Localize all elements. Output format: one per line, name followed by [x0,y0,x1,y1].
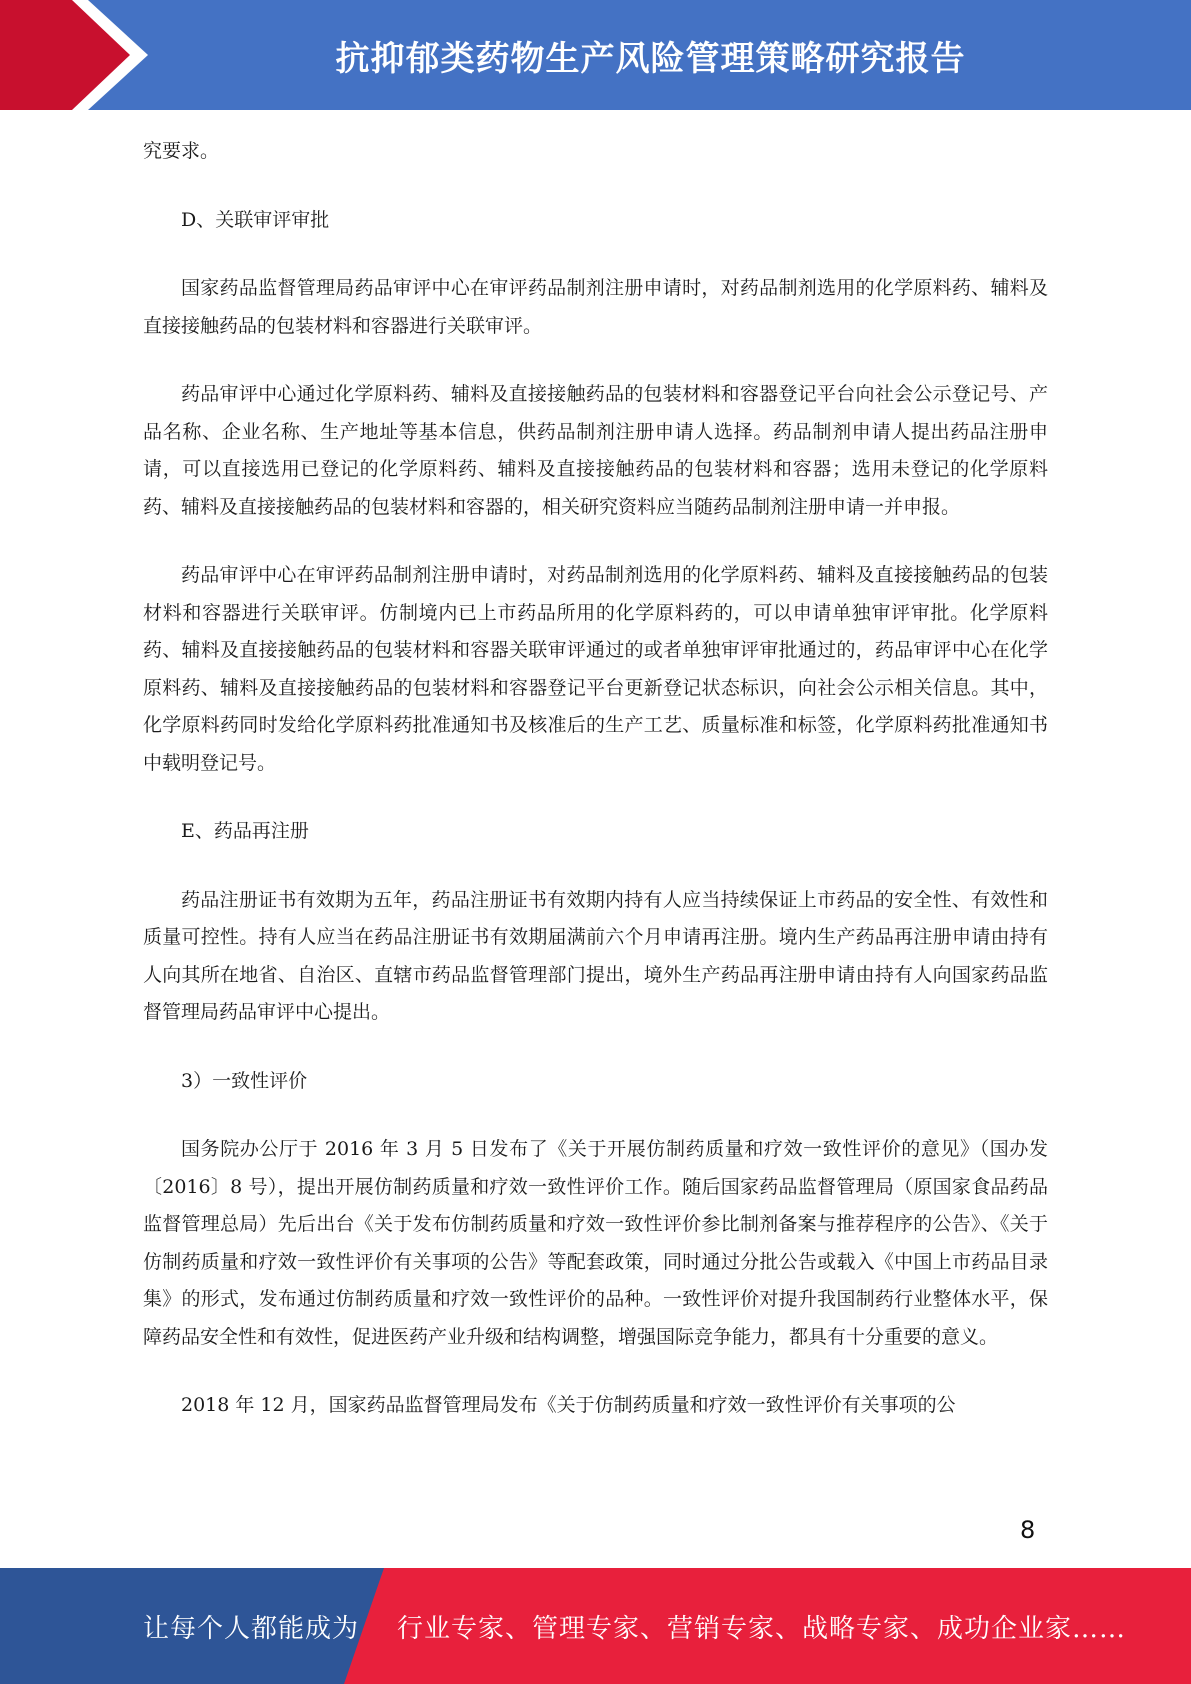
section-heading-e: E、药品再注册 [181,820,309,842]
footer-slogan-right: 行业专家、管理专家、营销专家、战略专家、成功企业家…… [397,1613,1127,1644]
page-header [0,0,1191,110]
paragraph: 药品注册证书有效期为五年，药品注册证书有效期内持有人应当持续保证上市药品的安全性、有效性和质量可控性。持有人应当在药品注册证书有效期届满前六个月申请再注册。境内生产药品再注册申请由持有人向其所在地省、自治区、直辖市药品监督管理部门提出，境外生产药品再注册申请由持有人向国家药品监督管理局药品审评中心提出。 [143,888,1048,1023]
paragraph: 国务院办公厅于 2016 年 3 月 5 日发布了《关于开展仿制药质量和疗效一致性评价的意见》（国办发〔2016〕8 号），提出开展仿制药质量和疗效一致性评价工作。随后国家药品监督管理局（原国家食品药品监督管理总局）先后出台《关于发布仿制药质量和疗效一致性评价参比制剂备案与推荐程序的公告》、《关于仿制药质量和疗效一致性评价有关事项的公告》等配套政策，同时通过分批公告或载入《中国上市药品目录集》的形式，发布通过仿制药质量和疗效一致性评价的品种。一致性评价对提升我国制药行业整体水平，保障药品安全性和有效性，促进医药产业升级和结构调整，增强国际竞争能力，都具有十分重要的意义。 [143,1138,1048,1348]
chevron-arrow-icon [0,0,160,110]
report-title: 抗抑郁类药物生产风险管理策略研究报告 [335,38,966,79]
paragraph: 药品审评中心通过化学原料药、辅料及直接接触药品的包装材料和容器登记平台向社会公示登记号、产品名称、企业名称、生产地址等基本信息，供药品制剂注册申请人选择。药品制剂申请人提出药品注册申请，可以直接选用已登记的化学原料药、辅料及直接接触药品的包装材料和容器；选用未登记的化学原料药、辅料及直接接触药品的包装材料和容器的，相关研究资料应当随药品制剂注册申请一并申报。 [143,383,1048,518]
section-heading-d: D、关联审评审批 [181,208,330,231]
paragraph: 国家药品监督管理局药品审评中心在审评药品制剂注册申请时，对药品制剂选用的化学原料药、辅料及直接接触药品的包装材料和容器进行关联审评。 [143,277,1048,337]
footer-slogan-left: 让每个人都能成为 [143,1613,360,1644]
paragraph: 2018 年 12 月，国家药品监督管理局发布《关于仿制药质量和疗效一致性评价有关事项的公 [181,1394,956,1416]
section-heading-3: 3）一致性评价 [181,1069,308,1092]
page-footer [0,1568,1191,1684]
paragraph: 药品审评中心在审评药品制剂注册申请时，对药品制剂选用的化学原料药、辅料及直接接触药品的包装材料和容器进行关联审评。仿制境内已上市药品所用的化学原料药的，可以申请单独审评审批。化学原料药、辅料及直接接触药品的包装材料和容器关联审评通过的或者单独审评审批通过的，药品审评中心在化学原料药、辅料及直接接触药品的包装材料和容器登记平台更新登记状态标识，向社会公示相关信息。其中，化学原料药同时发给化学原料药批准通知书及核准后的生产工艺、质量标准和标签，化学原料药批准通知书中载明登记号。 [143,564,1048,774]
paragraph-continuation: 究要求。 [143,140,220,162]
page-number: 8 [1020,1516,1036,1544]
document-body [143,133,1048,1456]
